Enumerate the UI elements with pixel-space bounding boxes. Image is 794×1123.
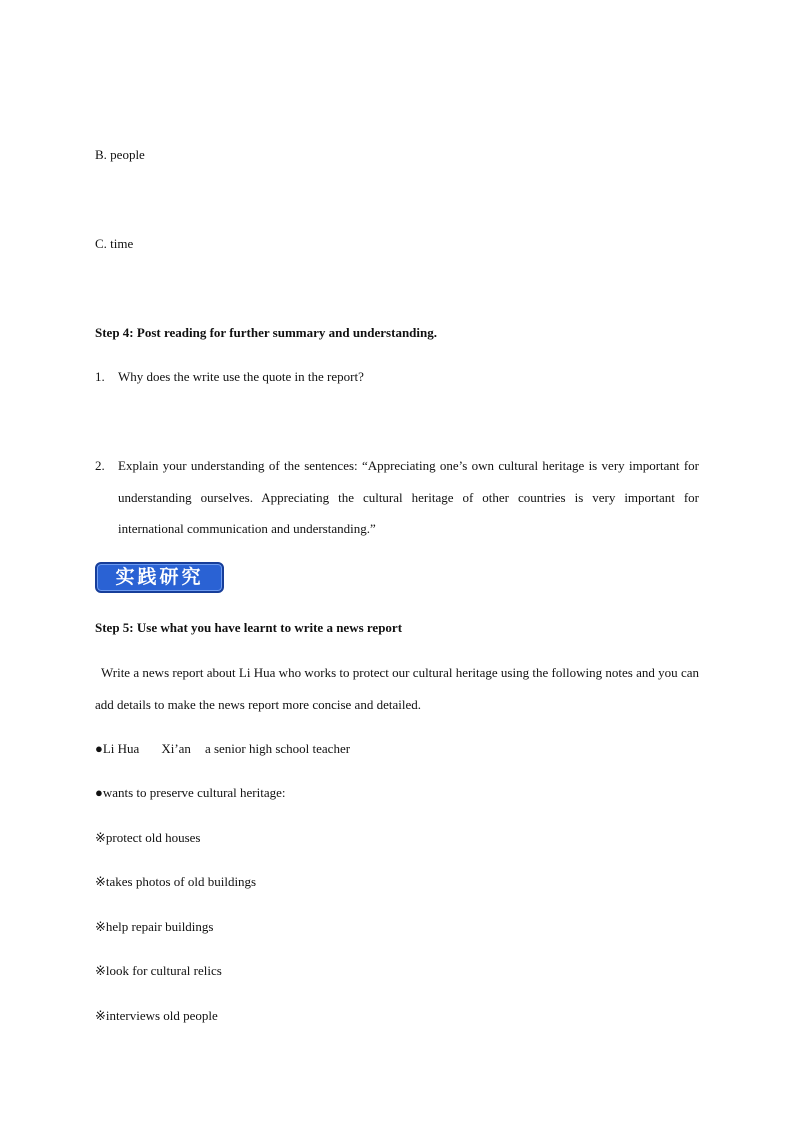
note-item: ※look for cultural relics — [95, 963, 222, 978]
step5-heading: Step 5: Use what you have learnt to write a news report — [95, 620, 403, 635]
note-name: ●Li Hua — [95, 741, 140, 756]
practice-research-badge: 实践研究 — [95, 562, 224, 593]
note-item: ※help repair buildings — [95, 919, 214, 934]
option-b: B. people — [95, 147, 145, 162]
note-item: ※interviews old people — [95, 1008, 218, 1023]
step4-heading: Step 4: Post reading for further summary and understanding. — [95, 325, 437, 340]
note-place: Xi’an — [161, 741, 191, 756]
note-wants: ●wants to preserve cultural heritage: — [95, 785, 286, 800]
step5-instruction: Write a news report about Li Hua who works to protect our cultural heritage using the following notes and you can add details to make the news report more concise and detailed. — [95, 665, 699, 712]
question-2-text: Explain your understanding of the sentences: “Appreciating one’s own cultural heritage is very important for understanding ourselves. Appreciating the cultural heritage of other countries is very important for international communication and understanding.” — [118, 458, 699, 536]
note-item: ※takes photos of old buildings — [95, 874, 257, 889]
question-1-text: Why does the write use the quote in the report? — [118, 369, 364, 384]
question-1-number: 1. — [95, 369, 105, 384]
note-job: a senior high school teacher — [204, 741, 351, 756]
note-item: ※protect old houses — [95, 830, 201, 845]
question-2-number: 2. — [95, 458, 105, 473]
note-profile — [95, 741, 350, 757]
option-c: C. time — [95, 236, 134, 251]
